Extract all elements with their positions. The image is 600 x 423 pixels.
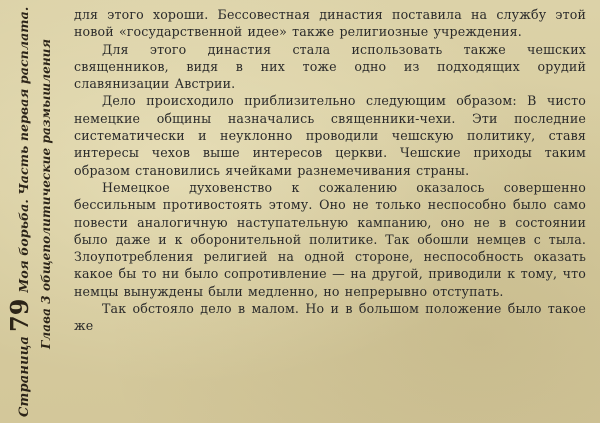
paragraph: Немецкое духовенство к сожалению оказалось совершенно бессильным противостоять этому. Оно не только неспособно было само повести аналогичную наступательную кампанию, оно не в состоянии было даже и к оборонительной политике. Так обошли немцев с тыла. Злоупотребления религией на одной стороне, неспособность оказать какое бы то ни было сопротивление — на другой, приводили к тому, что немцы вынуждены были медленно, но непрерывно отступать. [74,179,586,299]
part-title: Моя борьба. Часть первая расплата. [16,6,31,293]
page-sidebar [0,0,62,423]
sidebar-line-2 [35,7,57,417]
page-body-text [74,6,586,335]
chapter-title: Глава 3 общеполитические размышления [39,38,53,349]
paragraph: для этого хороши. Бессовестная династия поставила на службу этой новой «государственной идее» также религиозные учреждения. [74,7,586,40]
paragraph: Для этого династия стала использовать также чешских священников, видя в них тоже одно из подходящих орудий славянизации Австрии. [74,41,586,92]
page-word: Страница [17,335,32,417]
paragraph: Так обстояло дело в малом. Но и в большом положение было такое же [74,301,586,334]
paragraph: Дело происходило приблизительно следующим образом: В чисто немецкие общины назначались священники-чехи. Эти последние систематически и неуклонно проводили чешскую политику, ставя интересы чехов выше интересов церкви. Чешские приходы таким образом становились ячейками разнемечивания страны. [74,93,586,178]
sidebar-rotated-text [3,7,59,417]
page-number: 79 [5,298,34,332]
sidebar-line-1 [5,7,35,417]
